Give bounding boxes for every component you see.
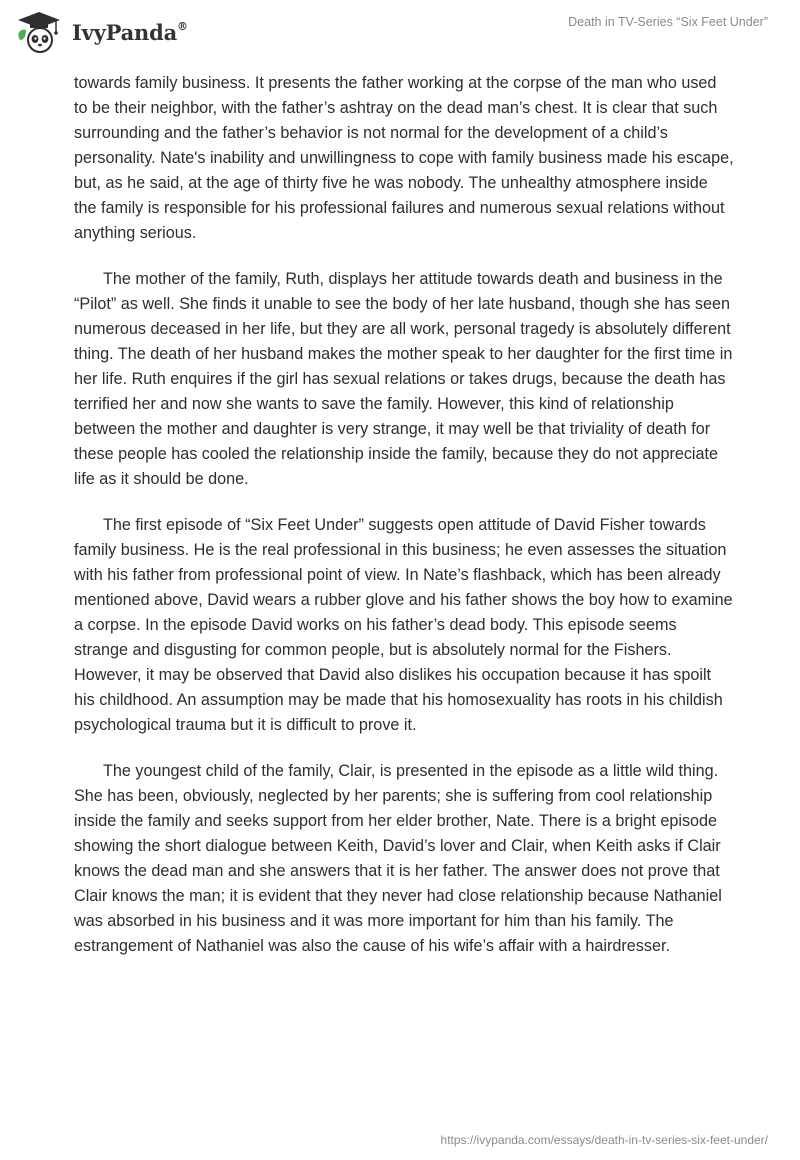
document-title: Death in TV-Series “Six Feet Under” [568, 15, 768, 29]
source-url[interactable]: https://ivypanda.com/essays/death-in-tv-series-six-feet-under/ [440, 1133, 768, 1147]
paragraph-3: The first episode of “Six Feet Under” suggests open attitude of David Fisher towards family business. He is the real professional in this business; he even assesses the situation with his father from professional point of view. In Nate’s flashback, which has been already mentioned above, David wears a rubber glove and his father shows the boy how to examine a corpse. In the episode David works on his father’s dead body. This episode seems strange and disgusting for common people, but is absolutely normal for the Fishers. However, it may be observed that David also dislikes his occupation because it has spoilt his childhood. An assumption may be made that his homosexuality has roots in his childish psychological trauma but it is difficult to prove it. [74, 516, 733, 734]
paragraph-4: The youngest child of the family, Clair, is presented in the episode as a little wild thing. She has been, obviously, neglected by her parents; she is suffering from cool relationship inside the family and seeks support from her elder brother, Nate. There is a bright episode showing the short dialogue between Keith, David’s lover and Clair, when Keith asks if Clair knows the dead man and she answers that it is her father. The answer does not prove that Clair knows the man; it is evident that they never had close relationship because Nathaniel was absorbed in his business and it was more important for him than his family. The estrangement of Nathaniel was also the cause of his wife’s affair with a hairdresser. [74, 762, 722, 955]
registered-mark: ® [177, 19, 188, 33]
page-header [0, 0, 800, 60]
panda-graduate-icon [14, 10, 64, 54]
logo-text: IvyPanda® [72, 19, 188, 45]
essay-body [74, 71, 734, 980]
paragraph-1: towards family business. It presents the father working at the corpse of the man who used to be their neighbor, with the father’s ashtray on the dead man’s chest. It is clear that such surrounding and the father’s behavior is not normal for the development of a child’s personality. Nate's inability and unwillingness to cope with family business made his escape, but, as he said, at the age of thirty five he was nobody. The unhealthy atmosphere inside the family is responsible for his professional failures and numerous sexual relations without anything serious. [74, 74, 734, 242]
ivypanda-logo[interactable] [14, 10, 188, 54]
paragraph-2: The mother of the family, Ruth, displays her attitude towards death and business in the “Pilot” as well. She finds it unable to see the body of her late husband, though she has seen numerous deceased in her life, but they are all work, personal tragedy is absolutely different thing. The death of her husband makes the mother speak to her daughter for the first time in her life. Ruth enquires if the girl has sexual relations or takes drugs, because the death has terrified her and now she wants to save the family. However, this kind of relationship between the mother and daughter is very strange, it may well be that triviality of death for these people has cooled the relationship inside the family, because they do not appreciate life as it should be done. [74, 270, 733, 488]
